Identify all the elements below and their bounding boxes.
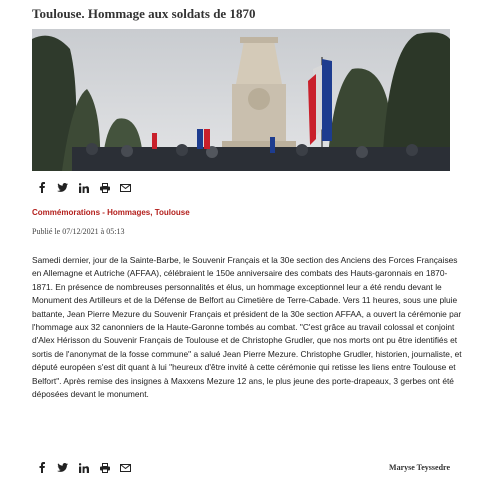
print-icon[interactable] — [99, 462, 110, 473]
facebook-icon[interactable] — [36, 182, 47, 193]
email-icon[interactable] — [120, 182, 131, 193]
article-categories[interactable]: Commémorations - Hommages, Toulouse — [32, 208, 190, 217]
print-icon[interactable] — [99, 182, 110, 193]
article-author: Maryse Teyssedre — [389, 463, 450, 472]
twitter-icon[interactable] — [57, 182, 68, 193]
facebook-icon[interactable] — [36, 462, 47, 473]
email-icon[interactable] — [120, 462, 131, 473]
linkedin-icon[interactable] — [78, 462, 89, 473]
publish-date: Publié le 07/12/2021 à 05:13 — [32, 227, 125, 236]
article-title: Toulouse. Hommage aux soldats de 1870 — [32, 6, 256, 21]
article-body: Samedi dernier, jour de la Sainte-Barbe, le Souvenir Français et la 30e section des Anciens des Forces Françaises en Allemagne et Autriche (AFFAA), célébraient le 150e anniversaire des combats des Hauts-garonnais en 1870-1871. En présence de nombreuses personnalités et élus, un hommage exceptionnel leur a été rendu devant le Monument des Artilleurs et de la Défense de Belfort au Cimetière de Terre-Cabade. Vers 11 heures, sous une pluie battante, Jean Pierre Mezure du Souvenir Français et président de la 30e section AFFAA, a ouvert la cérémonie par l'hommage aux 32 canonniers de la Haute-Garonne tombés au combat. "C'est grâce au travail colossal et conjoint d'Alex Hérisson du Souvenir Français de Toulouse et de Christophe Grudler, que nos morts ont pu être identifiés et sortis de l'anonymat de la fosse commune" a salué Jean Pierre Mezure. Christophe Grudler, historien, journaliste, et député européen s'est dit quant à lui "heureux d'être invité à cette cérémonie qui retisse les liens entre Toulouse et Belfort". Après remise des insignes à Maxxens Mezure 12 ans, le plus jeune des porte-drapeaux, 3 gerbes ont été déposées devant le monument. — [32, 255, 462, 400]
share-bar-top — [36, 182, 131, 193]
share-bar-bottom — [36, 462, 131, 473]
twitter-icon[interactable] — [57, 462, 68, 473]
linkedin-icon[interactable] — [78, 182, 89, 193]
article-photo — [32, 29, 450, 171]
